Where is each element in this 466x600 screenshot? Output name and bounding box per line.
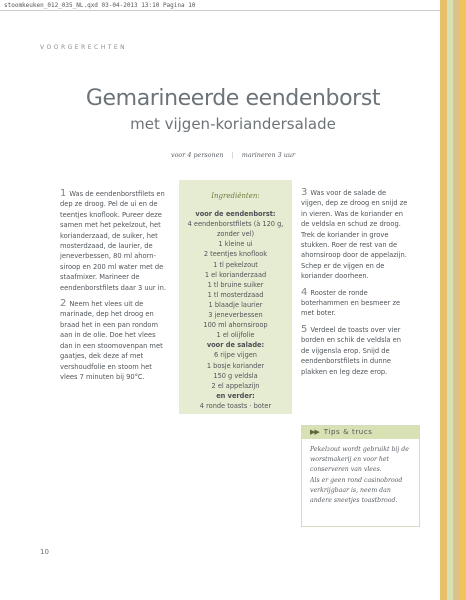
ingredients-title: Ingrediënten: <box>211 192 260 200</box>
page-number: 10 <box>40 548 49 556</box>
step <box>301 325 409 377</box>
meta-divider: | <box>231 151 234 159</box>
ingredient-item: zonder vel) <box>216 230 255 239</box>
ingredient-item: 1 bosje koriander <box>206 361 265 370</box>
print-slug: stoomkeuken_012_035_NL.qxd 03-04-2013 13:10 Pagina 10 <box>4 2 196 9</box>
tips-body <box>302 439 419 506</box>
ingredient-item: 1 tl mosterdzaad <box>207 290 264 299</box>
step-text: Was de eendenborstfilets en dep ze droog. Pel de ui en de teentjes knoflook. Pureer deze samen met het pekelzout, het korianderzaad, de suiker, het mosterdzaad, de laurier, de jeneverbessen, 80 ml ahornsiroop en 200 ml water met de staafmixer. Marineer de eendenborstfilets daar 3 uur in. <box>60 190 166 292</box>
step-number: 4 <box>301 286 308 298</box>
step-number: 5 <box>301 323 308 335</box>
section-label: VOORGERECHTEN <box>40 44 128 51</box>
ingredient-item: 2 teentjes knoflook <box>203 250 268 259</box>
step-text: Rooster de ronde boterhammen en besmeer ze met boter. <box>301 288 401 318</box>
steps-right-column <box>301 188 409 383</box>
ingredient-item: 100 ml ahornsiroop <box>203 321 268 330</box>
crop-line <box>0 10 440 11</box>
recipe-meta <box>0 151 466 159</box>
tips-header <box>302 426 419 439</box>
ingredient-item: 1 tl pekelzout <box>213 260 258 269</box>
servings: voor 4 personen <box>170 151 224 159</box>
tip-text: Als er geen rond casinobrood verkrijgbaar is, neem dan andere sneetjes toastbrood. <box>310 476 403 505</box>
ingredient-item: 4 ronde toasts · boter <box>199 401 272 410</box>
ingredients-list <box>179 209 292 411</box>
recipe-subtitle: met vijgen-koriandersalade <box>130 115 336 133</box>
step-text: Verdeel de toasts over vier borden en schik de veldsla en de vijgensla erop. Snijd de eendenborstfilets in dunne plakken en leg deze erop. <box>301 325 402 376</box>
ingredient-item: 1 kleine ui <box>218 240 253 249</box>
ingredient-item: 3 jeneverbessen <box>208 311 263 320</box>
ingredient-item: 1 blaadje laurier <box>208 300 263 309</box>
tip-text: Pekelzout wordt gebruikt bij de worstmakerij en voor het conserveren van vlees. <box>310 446 409 474</box>
tips-title: Tips & trucs <box>323 428 373 436</box>
step <box>60 189 168 293</box>
ingredient-item: 150 g veldsla <box>213 371 258 380</box>
double-arrow-icon: ▶▶ <box>310 428 319 436</box>
ingredient-group-heading: voor de salade: <box>206 341 265 350</box>
steps-left-column <box>60 189 168 388</box>
step <box>301 288 409 319</box>
step-number: 2 <box>60 298 67 310</box>
step <box>60 299 168 382</box>
ingredient-item: 1 tl bruine suiker <box>207 280 264 289</box>
ingredient-item: 1 el korianderzaad <box>204 270 267 279</box>
ingredient-item: 6 rijpe vijgen <box>214 351 257 360</box>
step-text: Was voor de salade de vijgen, dep ze droog en snijd ze in vieren. Was de koriander en de veldsla en schud ze droog. Trek de koriander in grove stukken. Roer de rest van de ahornsiroop door de appelazijn. Schep er de vijgen en de koriander doorheen. <box>301 189 408 281</box>
ingredient-group-heading: en verder: <box>216 391 255 400</box>
step-number: 3 <box>301 187 308 198</box>
recipe-title: Gemarineerde eendenborst <box>85 86 381 111</box>
step <box>301 188 409 282</box>
ingredients-box <box>179 180 292 414</box>
ingredient-item: 2 el appelazijn <box>211 381 260 390</box>
marinate-time: marineren 3 uur <box>241 151 296 159</box>
ingredient-item: 4 eendenborstfilets (à 120 g, <box>187 220 284 229</box>
ingredient-group-heading: voor de eendenborst: <box>195 210 276 219</box>
step-text: Neem het vlees uit de marinade, dep het droog en braad het in een pan rondom aan in de olie. Doe het vlees dan in een stoomovenpan met gaatjes, dek deze af met vershoudfolie en stoom het vlees 7 minuten bij 90°C. <box>60 300 163 381</box>
tips-box <box>301 425 420 527</box>
step-number: 1 <box>60 188 67 199</box>
ingredient-item: 1 el olijfolie <box>216 331 255 340</box>
